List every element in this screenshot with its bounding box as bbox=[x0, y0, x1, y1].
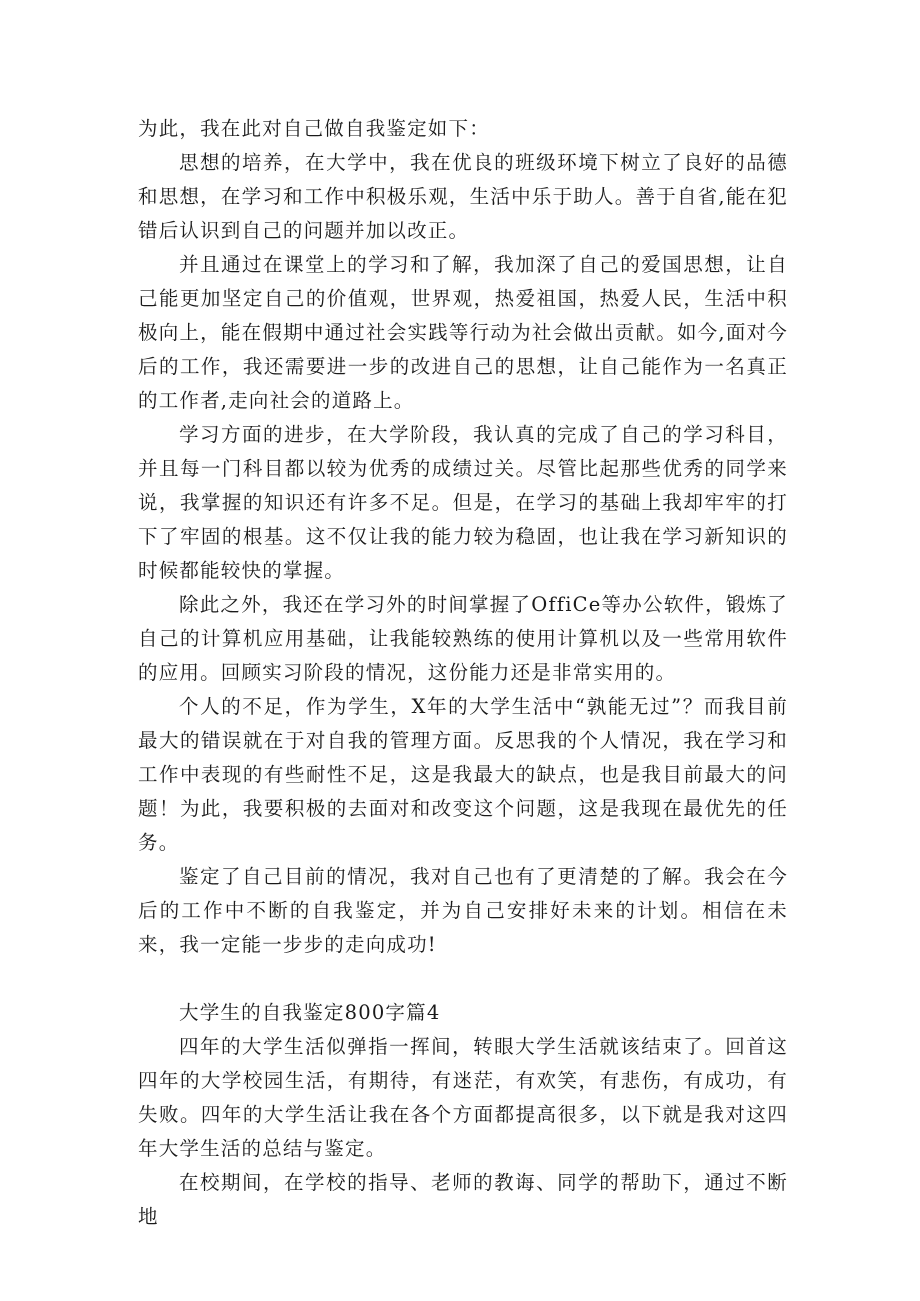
section-heading: 大学生的自我鉴定800字篇4 bbox=[179, 1001, 441, 1024]
paragraph-patriotism: 并且通过在课堂上的学习和了解，我加深了自己的爱国思想，让自己能更加坚定自己的价值观，世界观，热爱祖国，热爱人民，生活中积极向上，能在假期中通过社会实践等行动为社会做出贡献。如今,面对今后的工作，我还需要进一步的改进自己的思想，让自己能作为一名真正的工作者,走向社会的道路上。 bbox=[138, 253, 788, 412]
paragraph-four-years: 四年的大学生活似弹指一挥间，转眼大学生活就该结束了。回首这四年的大学校园生活，有期待，有迷茫，有欢笑，有悲伤，有成功，有失败。四年的大学生活让我在各个方面都提高很多，以下就是我对这四年大学生活的总结与鉴定。 bbox=[138, 1035, 788, 1160]
paragraph-shortcomings: 个人的不足，作为学生，X年的大学生活中“孰能无过”？而我目前最大的错误就在于对自我的管理方面。反思我的个人情况，我在学习和工作中表现的有些耐性不足，这是我最大的缺点，也是我目前最大的问题！为此，我要积极的去面对和改变这个问题，这是我现在最优先的任务。 bbox=[138, 695, 788, 854]
document-body bbox=[138, 112, 788, 1234]
intro-paragraph: 为此，我在此对自己做自我鉴定如下： bbox=[138, 117, 490, 140]
paragraph-ideology: 思想的培养，在大学中，我在优良的班级环境下树立了良好的品德和思想，在学习和工作中积极乐观，生活中乐于助人。善于自省,能在犯错后认识到自己的问题并加以改正。 bbox=[138, 151, 788, 242]
paragraph-conclusion: 鉴定了自己目前的情况，我对自己也有了更清楚的了解。我会在今后的工作中不断的自我鉴定，并为自己安排好未来的计划。相信在未来，我一定能一步步的走向成功! bbox=[138, 865, 788, 956]
paragraph-study: 学习方面的进步，在大学阶段，我认真的完成了自己的学习科目，并且每一门科目都以较为优秀的成绩过关。尽管比起那些优秀的同学来说，我掌握的知识还有许多不足。但是，在学习的基础上我却牢牢的打下了牢固的根基。这不仅让我的能力较为稳固，也让我在学习新知识的时候都能较快的掌握。 bbox=[138, 423, 788, 582]
paragraph-computer-skills: 除此之外，我还在学习外的时间掌握了OffiCe等办公软件，锻炼了自己的计算机应用基础，让我能较熟练的使用计算机以及一些常用软件的应用。回顾实习阶段的情况，这份能力还是非常实用的。 bbox=[138, 593, 788, 684]
paragraph-at-school: 在校期间，在学校的指导、老师的教诲、同学的帮助下，通过不断地 bbox=[138, 1171, 788, 1228]
